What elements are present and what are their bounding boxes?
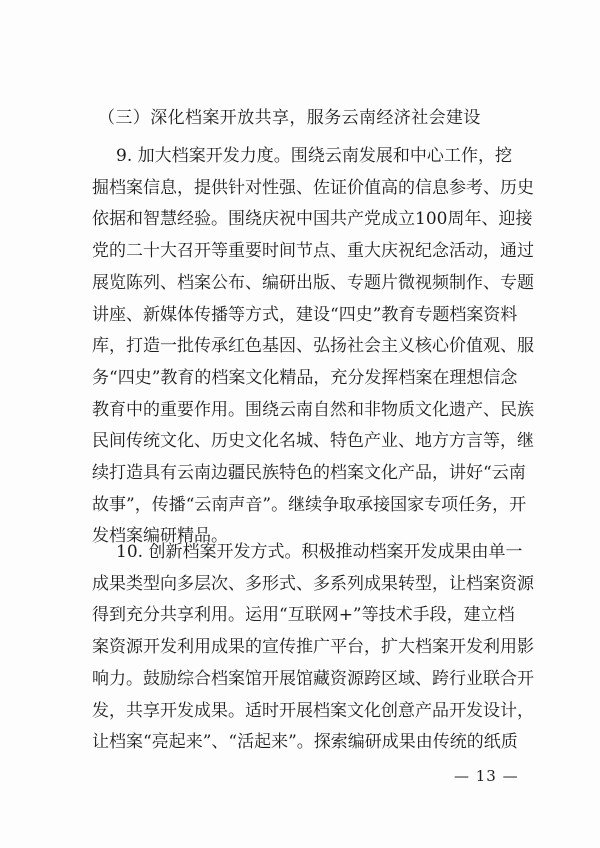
paragraph-line: 掘档案信息，提供针对性强、佐证价值高的信息参考、历史 [92, 177, 534, 198]
paragraph-line: 教育中的重要作用。围绕云南自然和非物质文化遗产、民族 [92, 399, 534, 420]
paragraph-line: 故事”，传播“云南声音”。继续争取承接国家专项任务，开 [92, 494, 527, 515]
paragraph-9 [92, 141, 534, 553]
paragraph-10 [92, 537, 534, 759]
paragraph-line: 9. 加大档案开发力度。围绕云南发展和中心工作，挖 [116, 146, 512, 166]
paragraph-line: 续打造具有云南边疆民族特色的档案文化产品，讲好“云南 [92, 463, 526, 484]
paragraph-line: 让档案“亮起来”、“活起来”。探索编研成果由传统的纸质 [92, 732, 518, 753]
paragraph-line: 得到充分共享利用。运用“互联网+”等技术手段，建立档 [92, 605, 515, 626]
paragraph-line: 库，打造一批传承红色基因、弘扬社会主义核心价值观、服 [92, 336, 534, 357]
paragraph-line: 案资源开发利用成果的宣传推广平台，扩大档案开发利用影 [92, 637, 534, 658]
page-number: — 13 — [454, 767, 519, 785]
paragraph-line: 响力。鼓励综合档案馆开展馆藏资源跨区域、跨行业联合开 [92, 668, 534, 689]
paragraph-line: 讲座、新媒体传播等方式，建设“四史”教育专题档案资料 [92, 304, 518, 325]
paragraph-line: 10. 创新档案开发方式。积极推动档案开发成果由单一 [116, 542, 523, 562]
paragraph-line: 发档案编研精品。 [92, 526, 228, 547]
paragraph-line: 发，共享开发成果。适时开展档案文化创意产品开发设计， [92, 700, 534, 721]
paragraph-line: 党的二十大召开等重要时间节点、重大庆祝纪念活动，通过 [92, 241, 534, 262]
paragraph-line: 民间传统文化、历史文化名城、特色产业、地方方言等，继 [92, 431, 534, 452]
paragraph-line: 务“四史”教育的档案文化精品，充分发挥档案在理想信念 [92, 367, 518, 388]
paragraph-line: 成果类型向多层次、多形式、多系列成果转型，让档案资源 [92, 573, 534, 594]
paragraph-line: 依据和智慧经验。围绕庆祝中国共产党成立100周年、迎接 [92, 209, 533, 230]
section-heading: （三）深化档案开放共享，服务云南经济社会建设 [98, 108, 481, 128]
paragraph-line: 展览陈列、档案公布、编研出版、专题片微视频制作、专题 [92, 272, 534, 293]
